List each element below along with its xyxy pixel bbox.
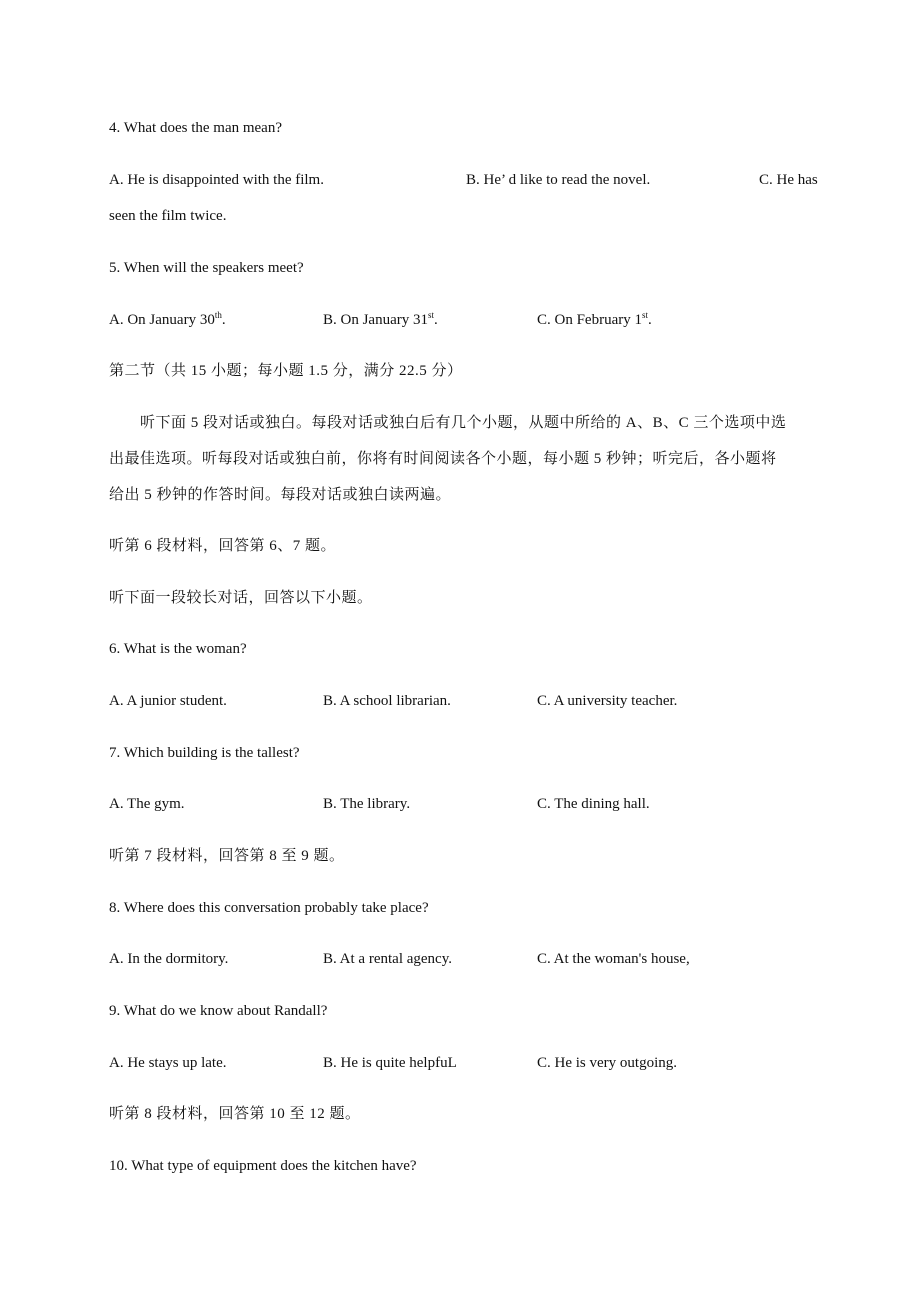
q8-option-c: C. At the woman's house, <box>537 951 690 967</box>
question-5: 5. When will the speakers meet? <box>109 260 304 276</box>
question-8: 8. Where does this conversation probably take place? <box>109 900 429 916</box>
q4-option-c-continued: seen the film twice. <box>109 208 227 224</box>
material-8-header: 听第 8 段材料，回答第 10 至 12 题。 <box>109 1106 361 1122</box>
q4-option-a: A. He is disappointed with the film. <box>109 172 324 188</box>
question-7: 7. Which building is the tallest? <box>109 745 300 761</box>
q7-option-a: A. The gym. <box>109 796 185 812</box>
material-6-subheader: 听下面一段较长对话，回答以下小题。 <box>109 590 373 606</box>
material-6-header: 听第 6 段材料，回答第 6、7 题。 <box>109 538 337 554</box>
q5-option-b <box>323 310 438 330</box>
q6-option-c: C. A university teacher. <box>537 693 678 709</box>
q5-b-period: . <box>434 312 438 328</box>
q8-option-a: A. In the dormitory. <box>109 951 229 967</box>
section-2-instructions-3: 给出 5 秒钟的作答时间。每段对话或独白读两遍。 <box>109 487 452 503</box>
q7-option-b: B. The library. <box>323 796 411 812</box>
q5-a-period: . <box>221 312 226 328</box>
q5-c-sup: st <box>642 310 649 320</box>
q7-option-c: C. The dining hall. <box>537 796 650 812</box>
q5-option-c <box>537 310 652 330</box>
section-2-instructions-2: 出最佳选项。听每段对话或独白前，你将有时间阅读各个小题，每小题 5 秒钟；听完后，各小题将 <box>109 451 777 467</box>
q5-a-text: A. On January 30 <box>109 312 215 328</box>
q4-option-b: B. He’ d like to read the novel. <box>466 172 651 188</box>
question-6: 6. What is the woman? <box>109 641 247 657</box>
question-10: 10. What type of equipment does the kitchen have? <box>109 1158 417 1174</box>
section-2-title: 第二节（共 15 小题；每小题 1.5 分，满分 22.5 分） <box>109 363 463 379</box>
q5-option-a <box>109 310 226 330</box>
q5-b-text: B. On January 31 <box>323 312 428 328</box>
question-4: 4. What does the man mean? <box>109 120 282 136</box>
q6-option-a: A. A junior student. <box>109 693 227 709</box>
section-2-instructions-1: 听下面 5 段对话或独白。每段对话或独白后有几个小题，从题中所给的 A、B、C 三个选项中选 <box>140 415 787 431</box>
q8-option-b: B. At a rental agency. <box>323 951 452 967</box>
q5-c-period: . <box>648 312 652 328</box>
q5-b-sup: st <box>428 310 435 320</box>
q9-option-b: B. He is quite helpfuL <box>323 1055 457 1071</box>
question-9: 9. What do we know about Randall? <box>109 1003 328 1019</box>
q6-option-b: B. A school librarian. <box>323 693 451 709</box>
q9-option-c: C. He is very outgoing. <box>537 1055 677 1071</box>
q4-option-c: C. He has <box>759 172 818 188</box>
q9-option-a: A. He stays up late. <box>109 1055 227 1071</box>
q5-c-text: C. On February 1 <box>537 312 642 328</box>
material-7-header: 听第 7 段材料，回答第 8 至 9 题。 <box>109 848 345 864</box>
q5-a-sup: th <box>214 310 222 320</box>
